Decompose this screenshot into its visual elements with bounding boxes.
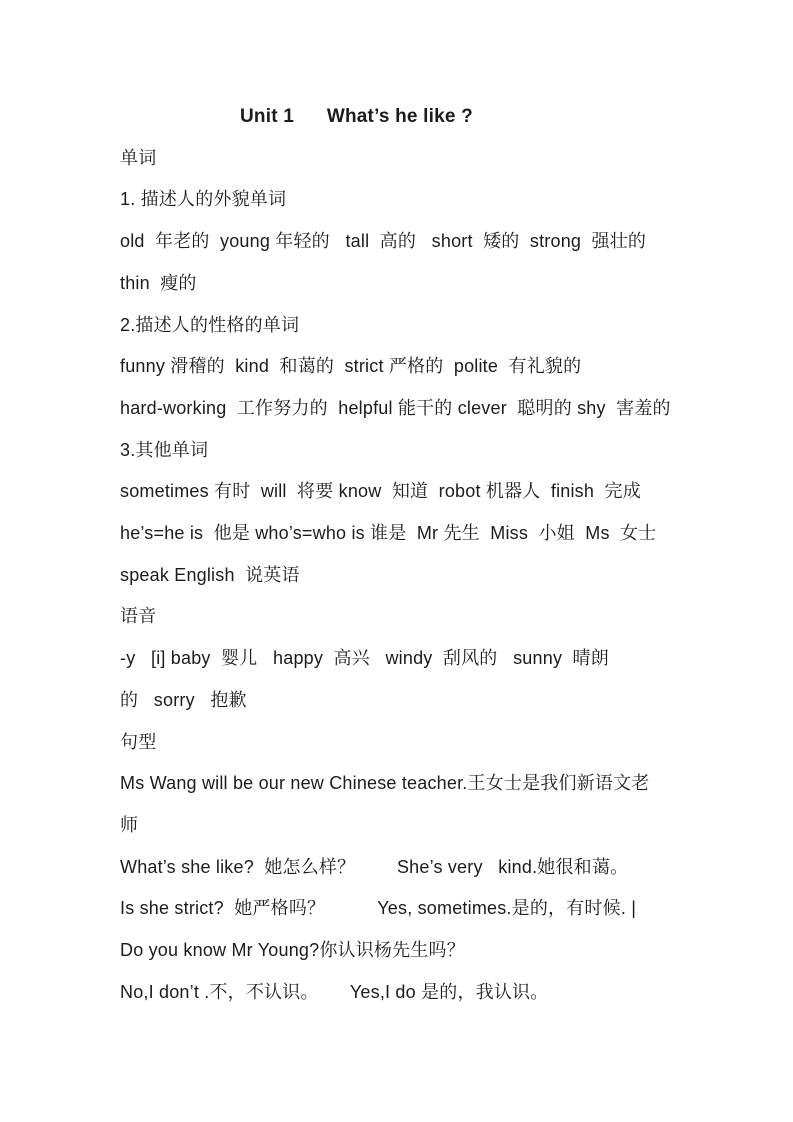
vocab-personality-line-2: hard-working 工作努力的 helpful 能干的 clever 聪明的 shy 害羞的 [120, 397, 671, 418]
phonetics-line-1: -y [i] baby 婴儿 happy 高兴 windy 刮风的 sunny 晴朗 [120, 648, 609, 669]
vocab-appearance-line-1: old 年老的 young 年轻的 tall 高的 short 矮的 strong 强壮的 [120, 231, 647, 252]
vocab-other-line-2: he’s=he is 他是 who’s=who is 谁是 Mr 先生 Miss 小姐 Ms 女士 [120, 523, 657, 544]
section-phonetics-heading: 语音 [120, 606, 157, 627]
subsection-appearance-heading: 1. 描述人的外貌单词 [120, 189, 287, 210]
sentence-line-2: 师 [120, 814, 139, 835]
subsection-personality-heading: 2.描述人的性格的单词 [120, 314, 300, 335]
vocab-other-line-1: sometimes 有时 will 将要 know 知道 robot 机器人 finish 完成 [120, 481, 641, 502]
sentence-line-5: Do you know Mr Young?你认识杨先生吗？ [120, 940, 465, 961]
phonetics-line-2: 的 sorry 抱歉 [120, 689, 247, 710]
vocab-personality-line-1: funny 滑稽的 kind 和蔼的 strict 严格的 polite 有礼貌的 [120, 356, 582, 377]
vocab-appearance-line-2: thin 瘦的 [120, 272, 197, 293]
sentence-line-4: Is she strict? 她严格吗？ Yes, sometimes.是的，有时候. | [120, 898, 637, 919]
subsection-other-heading: 3.其他单词 [120, 439, 209, 460]
vocab-other-line-3: speak English 说英语 [120, 564, 300, 585]
sentence-line-3: What’s she like? 她怎么样？ She’s very kind.她很和蔼。 [120, 856, 629, 877]
section-sentences-heading: 句型 [120, 731, 157, 752]
section-words-heading: 单词 [120, 147, 157, 168]
document-title: Unit 1 What’s he like ? [240, 106, 473, 127]
sentence-line-1: Ms Wang will be our new Chinese teacher.王女士是我们新语文老 [120, 773, 650, 794]
sentence-line-6: No,I don’t .不，不认识。 Yes,I do 是的，我认识。 [120, 981, 549, 1002]
